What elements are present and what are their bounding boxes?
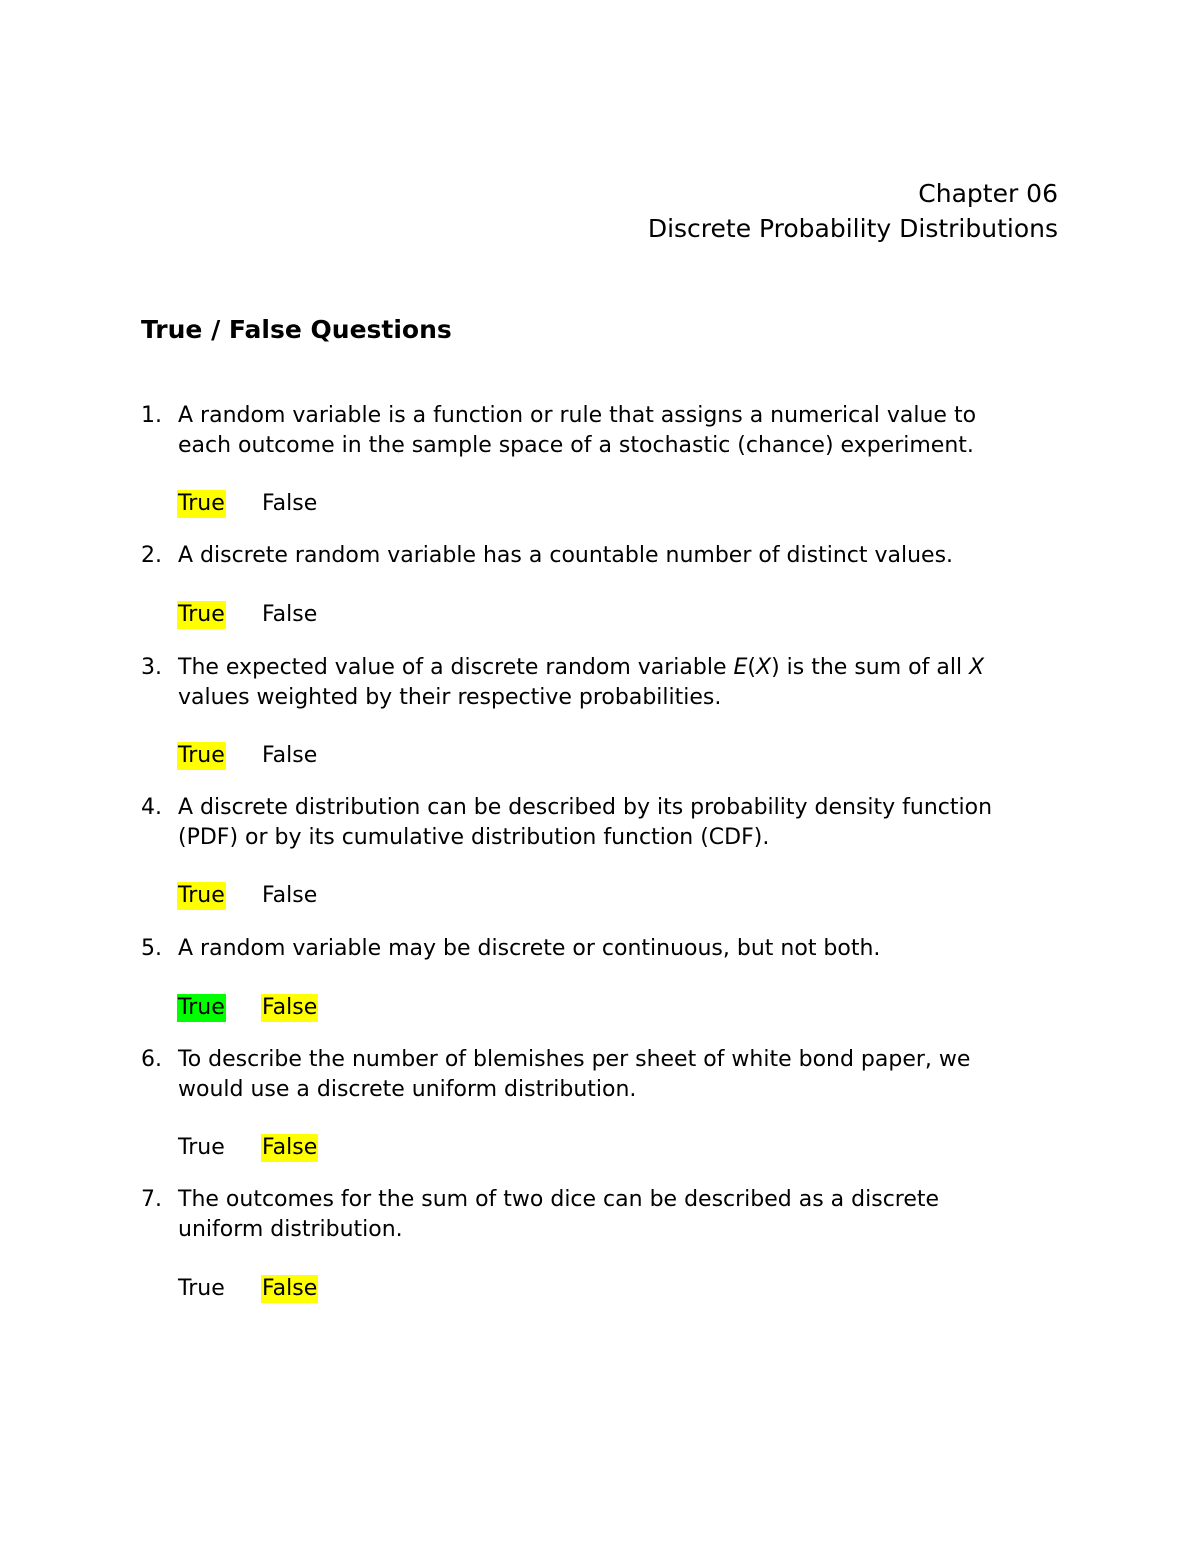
question-2-number: 2.: [141, 543, 162, 568]
question-5-line-1: A random variable may be discrete or continuous, but not both.: [178, 936, 881, 961]
question-6-line-2: would use a discrete uniform distribution.: [178, 1077, 637, 1102]
question-5-true-answer: True: [178, 995, 225, 1020]
question-1-line-1: A random variable is a function or rule that assigns a numerical value to: [178, 403, 977, 428]
question-7-number: 7.: [141, 1187, 162, 1212]
question-1-line-2: each outcome in the sample space of a stochastic (chance) experiment.: [178, 433, 974, 458]
section-title: True / False Questions: [141, 315, 452, 344]
question-7-true-answer: True: [178, 1276, 225, 1301]
question-3-variable-symbol-2: X: [969, 655, 985, 680]
question-2-line-1: A discrete random variable has a countable number of distinct values.: [178, 543, 954, 568]
question-1-text: [178, 401, 1063, 461]
question-2-true-answer: True: [178, 602, 225, 627]
question-1-true-answer: True: [178, 491, 225, 516]
question-6-text: [178, 1045, 1063, 1105]
question-3-false-answer: False: [262, 743, 318, 768]
question-4-line-1: A discrete distribution can be described by its probability density function: [178, 795, 993, 820]
question-4-number: 4.: [141, 795, 162, 820]
question-3-line-2: values weighted by their respective probabilities.: [178, 685, 722, 710]
question-7-false-answer: False: [262, 1276, 318, 1301]
question-3-expectation-symbol: E: [733, 655, 748, 680]
question-3-number: 3.: [141, 655, 162, 680]
question-4-text: [178, 793, 1063, 853]
question-5-text: [178, 934, 1063, 964]
chapter-header: [648, 176, 1058, 246]
question-6-number: 6.: [141, 1047, 162, 1072]
question-4-true-answer: True: [178, 883, 225, 908]
question-3-variable-symbol: X: [756, 655, 772, 680]
question-7-text: [178, 1185, 1063, 1245]
question-6-true-answer: True: [178, 1135, 225, 1160]
question-3-open-paren: (: [747, 655, 756, 680]
question-6-line-1: To describe the number of blemishes per sheet of white bond paper, we: [178, 1047, 971, 1072]
question-1-false-answer: False: [262, 491, 318, 516]
question-3-text: [178, 653, 1063, 713]
question-5-false-answer: False: [262, 995, 318, 1020]
question-3-true-answer: True: [178, 743, 225, 768]
question-4-line-2: (PDF) or by its cumulative distribution function (CDF).: [178, 825, 770, 850]
question-3-line-1-middle: ) is the sum of all: [771, 655, 970, 680]
question-2-false-answer: False: [262, 602, 318, 627]
chapter-number: Chapter 06: [918, 179, 1058, 208]
question-1-number: 1.: [141, 403, 162, 428]
question-7-line-1: The outcomes for the sum of two dice can be described as a discrete: [178, 1187, 940, 1212]
question-3-line-1-start: The expected value of a discrete random variable: [178, 655, 734, 680]
question-7-line-2: uniform distribution.: [178, 1217, 403, 1242]
question-2-text: [178, 541, 1063, 571]
chapter-subtitle: Discrete Probability Distributions: [647, 214, 1058, 243]
question-6-false-answer: False: [262, 1135, 318, 1160]
question-3-line-1: [178, 653, 1063, 683]
question-5-number: 5.: [141, 936, 162, 961]
question-4-false-answer: False: [262, 883, 318, 908]
